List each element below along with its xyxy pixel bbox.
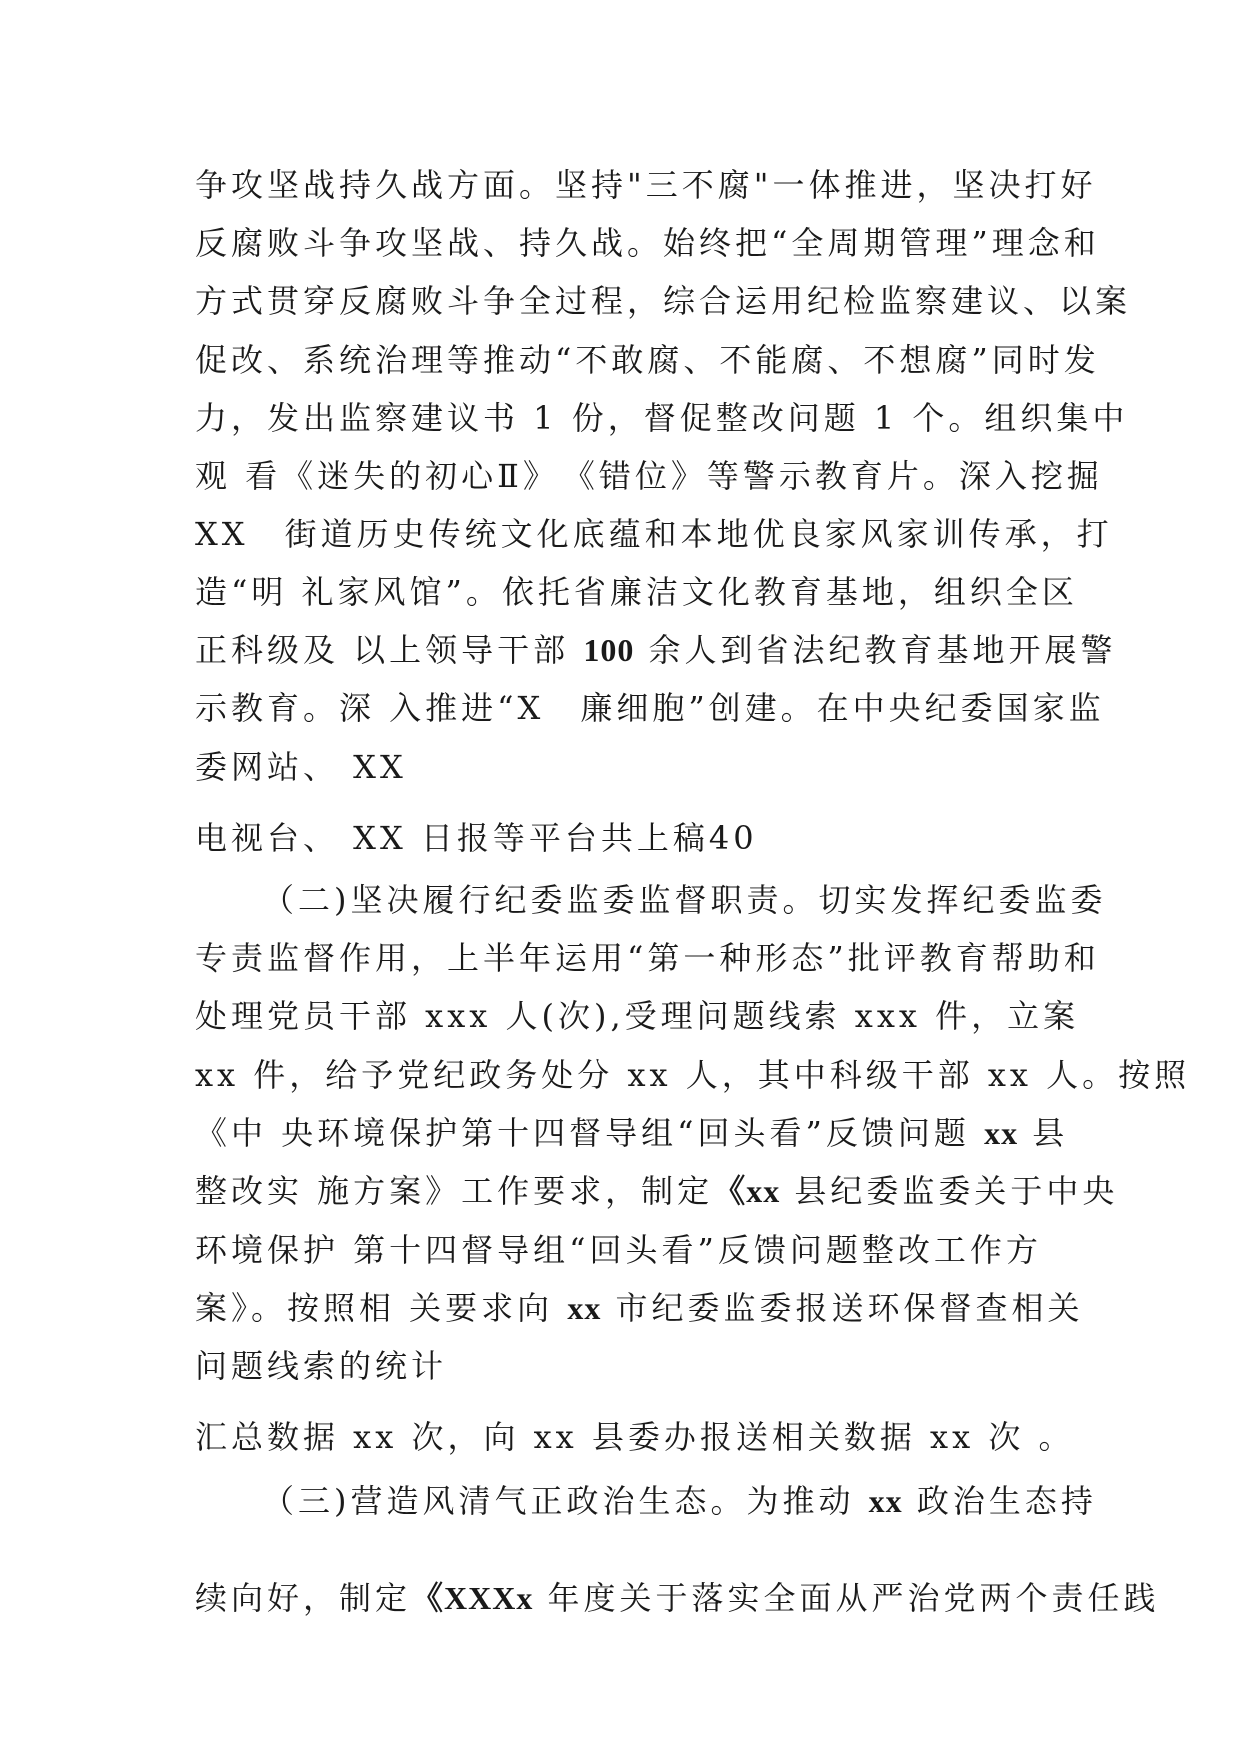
line-text: 《中 央环境保护第十四督导组“回头看”反馈问题 bbox=[195, 1114, 985, 1152]
line-text: 续向好，制定 bbox=[195, 1579, 412, 1617]
paragraph-line: 反腐败斗争攻坚战、持久战。始终把“全周期管理”理念和 bbox=[195, 224, 1100, 262]
bold-text: xx bbox=[868, 1483, 903, 1519]
line-text: 案》。按照相 关要求向 bbox=[195, 1289, 568, 1327]
paragraph-line: 问题线索的统计 bbox=[195, 1347, 448, 1385]
paragraph-line bbox=[195, 1108, 1069, 1158]
paragraph-line: xx 件，给予党纪政务处分 xx 人，其中科级干部 xx 人。按照 bbox=[195, 1056, 1191, 1094]
paragraph-line: 造“明 礼家风馆”。依托省廉洁文化教育基地，组织全区 bbox=[195, 573, 1078, 611]
paragraph-line: 环境保护 第十四督导组“回头看”反馈问题整改工作方 bbox=[195, 1231, 1042, 1269]
line-text: （三)营造风清气正政治生态。为推动 bbox=[262, 1482, 869, 1520]
line-text: 县纪委监委关于中央 bbox=[780, 1172, 1119, 1210]
line-text: 整改实 施方案》工作要求，制定 bbox=[195, 1172, 714, 1210]
paragraph-line: 观 看《迷失的初心Ⅱ》 《错位》等警示教育片。深入挖掘 bbox=[195, 457, 1103, 495]
bold-text: 《XXXx bbox=[411, 1580, 534, 1616]
paragraph-line bbox=[195, 625, 1117, 675]
paragraph-line: 促改、系统治理等推动“不敢腐、不能腐、不想腐”同时发 bbox=[195, 341, 1100, 379]
line-text: 正科级及 以上领导干部 bbox=[195, 631, 584, 669]
line-text: 市纪委监委报送环保督查相关 bbox=[601, 1289, 1084, 1327]
paragraph-line bbox=[195, 1166, 1119, 1216]
paragraph-line bbox=[195, 1573, 1160, 1623]
line-text: 年度关于落实全面从严治党两个责任践 bbox=[533, 1579, 1160, 1617]
section-heading-2: （二)坚决履行纪委监委监督职责。切实发挥纪委监委 bbox=[262, 881, 1107, 919]
paragraph-line: 电视台、 XX 日报等平台共上稿40 bbox=[195, 819, 758, 857]
paragraph-line: 示教育。深 入推进“X 廉细胞”创建。在中央纪委国家监 bbox=[195, 689, 1105, 727]
paragraph-line: 汇总数据 xx 次，向 xx 县委办报送相关数据 xx 次 。 bbox=[195, 1418, 1075, 1456]
paragraph-line: 专责监督作用，上半年运用“第一种形态”批评教育帮助和 bbox=[195, 939, 1100, 977]
paragraph-line: 力，发出监察建议书 1 份，督促整改问题 1 个。组织集中 bbox=[195, 399, 1129, 437]
paragraph-line: 方式贯穿反腐败斗争全过程，综合运用纪检监察建议、以案 bbox=[195, 282, 1132, 320]
line-text: 余人到省法纪教育基地开展警 bbox=[634, 631, 1117, 669]
bold-number: 100 bbox=[583, 632, 635, 668]
section-heading-3 bbox=[262, 1476, 1097, 1526]
bold-text: xx bbox=[984, 1115, 1019, 1151]
line-text: 政治生态持 bbox=[902, 1482, 1097, 1520]
bold-text: xx bbox=[567, 1290, 602, 1326]
line-text: 县 bbox=[1018, 1114, 1069, 1152]
paragraph-line: 处理党员干部 xxx 人(次),受理问题线索 xxx 件，立案 bbox=[195, 997, 1080, 1035]
paragraph-line: XX 街道历史传统文化底蕴和本地优良家风家训传承，打 bbox=[195, 515, 1113, 553]
paragraph-line bbox=[195, 1283, 1084, 1333]
bold-text: 《xx bbox=[713, 1173, 781, 1209]
paragraph-line: 争攻坚战持久战方面。坚持"三不腐"一体推进，坚决打好 bbox=[195, 166, 1097, 204]
paragraph-line: 委网站、 XX bbox=[195, 748, 407, 786]
